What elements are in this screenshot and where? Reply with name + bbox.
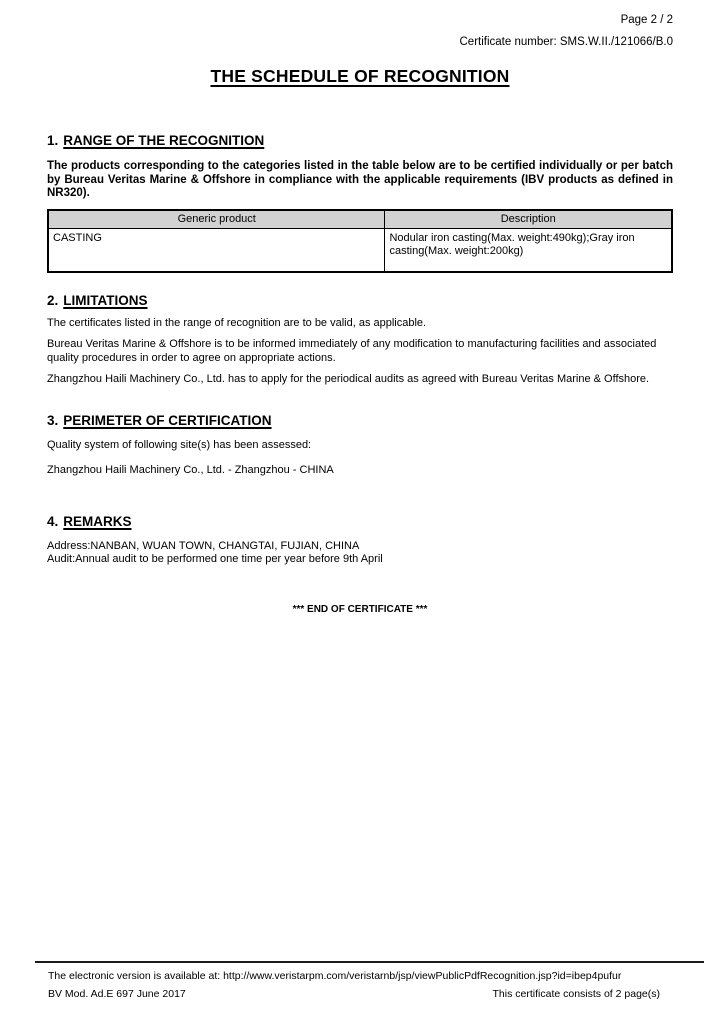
page-count-note: This certificate consists of 2 page(s) bbox=[492, 988, 660, 1000]
section-3-number: 3. bbox=[47, 412, 59, 428]
footer-divider bbox=[35, 961, 704, 963]
recognition-table bbox=[47, 209, 673, 273]
section-2-heading-text: LIMITATIONS bbox=[63, 292, 148, 308]
section-1-heading bbox=[47, 133, 673, 149]
header-meta bbox=[47, 14, 673, 49]
cell-description: Nodular iron casting(Max. weight:490kg);Gray iron casting(Max. weight:200kg) bbox=[385, 228, 672, 272]
section-1-paragraph: The products corresponding to the categories listed in the table below are to be certified individually or per batch by Bureau Veritas Marine & Offshore in compliance with the applicable requirements (IBV products as defined in NR320). bbox=[47, 160, 673, 199]
section-4-heading-text: REMARKS bbox=[63, 513, 132, 529]
remarks-audit-line: Audit:Annual audit to be performed one time per year before 9th April bbox=[47, 553, 383, 565]
electronic-version-note: The electronic version is available at: http://www.veristarpm.com/veristarnb/jsp/viewPublicPdfRecognition.jsp?id=ibep4pufur bbox=[48, 970, 622, 982]
section-4-heading bbox=[47, 514, 673, 530]
column-header-generic-product: Generic product bbox=[48, 210, 385, 229]
section-2-paragraph-2: Bureau Veritas Marine & Offshore is to be informed immediately of any modification to manufacturing facilities and associated quality procedures in order to agree on appropriate actions. bbox=[47, 338, 657, 364]
footer-bottom-row bbox=[35, 988, 704, 1000]
section-1-heading-text: RANGE OF THE RECOGNITION bbox=[63, 133, 265, 148]
section-3-heading-text: PERIMETER OF CERTIFICATION bbox=[63, 412, 272, 428]
section-3-paragraph-2: Zhangzhou Haili Machinery Co., Ltd. - Zhangzhou - CHINA bbox=[47, 464, 334, 476]
end-of-certificate-marker: *** END OF CERTIFICATE *** bbox=[292, 603, 428, 615]
section-3-paragraph-1: Quality system of following site(s) has been assessed: bbox=[47, 438, 312, 451]
table-header-row bbox=[48, 210, 672, 229]
page-indicator: Page 2 / 2 bbox=[620, 14, 673, 26]
section-2-paragraph-3: Zhangzhou Haili Machinery Co., Ltd. has to apply for the periodical audits as agreed with Bureau Veritas Marine & Offshore. bbox=[47, 373, 650, 385]
remarks-address-line: Address:NANBAN, WUAN TOWN, CHANGTAI, FUJIAN, CHINA bbox=[47, 539, 360, 552]
cell-generic-product: CASTING bbox=[48, 228, 385, 272]
page-footer bbox=[35, 961, 704, 1000]
section-4-number: 4. bbox=[47, 513, 59, 529]
section-2-number: 2. bbox=[47, 292, 59, 308]
table-row bbox=[48, 228, 672, 272]
form-reference: BV Mod. Ad.E 697 June 2017 bbox=[48, 988, 186, 1000]
section-3-heading bbox=[47, 413, 673, 429]
section-1-number: 1. bbox=[47, 133, 59, 148]
section-2-heading bbox=[47, 293, 673, 309]
certificate-number: Certificate number: SMS.W.II./121066/B.0 bbox=[459, 36, 673, 48]
section-2-paragraph-1: The certificates listed in the range of recognition are to be valid, as applicable. bbox=[47, 316, 427, 329]
column-header-description: Description bbox=[385, 210, 672, 229]
document-title: THE SCHEDULE OF RECOGNITION bbox=[210, 66, 510, 86]
